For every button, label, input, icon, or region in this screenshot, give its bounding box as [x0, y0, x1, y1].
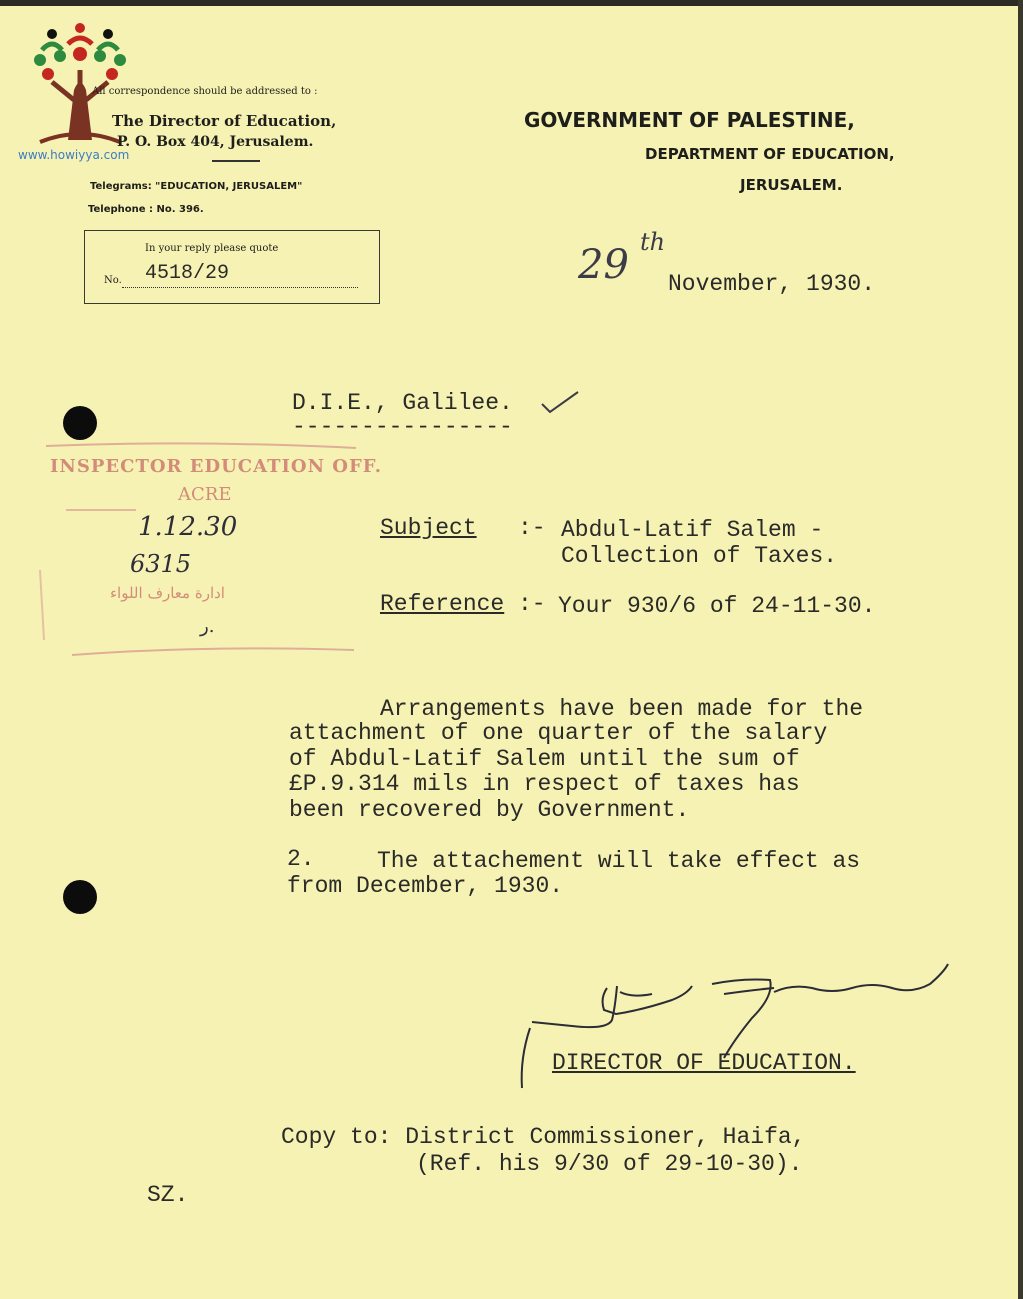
stamp-handwritten-number: 6315 [130, 550, 192, 578]
stamp-city: ACRE [178, 484, 232, 505]
address-note: All correspondence should be addressed to : [92, 86, 318, 97]
date-day-suffix: th [640, 228, 666, 256]
recipient-underline: ---------------- [292, 414, 513, 440]
telephone-line: Telephone : No. 396. [88, 204, 204, 215]
paragraph-number: 2. [287, 846, 315, 872]
punch-hole-icon [63, 406, 97, 440]
stamp-handwritten-date: 1.12.30 [138, 512, 238, 542]
address-line-1: The Director of Education, [112, 112, 337, 130]
reply-box-dotted-line [122, 287, 358, 288]
body-line: The attachement will take effect as [377, 848, 861, 874]
signatory-title: DIRECTOR OF EDUCATION. [552, 1050, 856, 1076]
telegrams-line: Telegrams: "EDUCATION, JERUSALEM" [90, 181, 303, 192]
reply-box-label: In your reply please quote [145, 243, 279, 254]
subject-separator: :- [518, 515, 546, 541]
copy-to-line-2: (Ref. his 9/30 of 29-10-30). [416, 1151, 803, 1177]
stamp-handwritten-initials: ر. [200, 616, 215, 637]
body-line: Arrangements have been made for the [380, 696, 864, 722]
body-line: been recovered by Government. [289, 797, 690, 823]
department-heading: DEPARTMENT OF EDUCATION, [645, 145, 895, 163]
punch-hole-icon [63, 880, 97, 914]
address-divider [212, 160, 260, 162]
body-line: attachment of one quarter of the salary [289, 720, 828, 746]
subject-line-2: Collection of Taxes. [561, 543, 838, 569]
reply-reference-number: 4518/29 [145, 262, 230, 285]
copy-to-line-1: Copy to: District Commissioner, Haifa, [281, 1124, 806, 1150]
reference-text: Your 930/6 of 24-11-30. [558, 593, 876, 619]
body-line: from December, 1930. [287, 873, 564, 899]
stamp-title: INSPECTOR EDUCATION OFF. [50, 456, 382, 477]
subject-line-1: Abdul-Latif Salem - [561, 517, 824, 543]
typist-initials: SZ. [147, 1182, 189, 1208]
recipient-name: D.I.E., Galilee. [292, 390, 513, 416]
reply-reference-box [84, 230, 380, 304]
stamp-arabic-text: ادارة معارف اللواء [110, 584, 225, 602]
subject-label: Subject [380, 515, 477, 541]
reply-box-no-label: No. [104, 275, 122, 286]
checkmark-icon [540, 390, 580, 416]
government-heading: GOVERNMENT OF PALESTINE, [524, 108, 855, 132]
date-day-handwritten: 29 [578, 242, 629, 288]
city-heading: JERUSALEM. [740, 176, 843, 194]
address-line-2: P. O. Box 404, Jerusalem. [117, 134, 314, 150]
body-line: £P.9.314 mils in respect of taxes has [289, 771, 800, 797]
date-month-year: November, 1930. [668, 271, 876, 297]
body-line: of Abdul-Latif Salem until the sum of [289, 746, 800, 772]
watermark-site-text: www.howiyya.com [18, 148, 130, 162]
reference-separator: :- [518, 591, 546, 617]
family-tree-logo-icon [30, 20, 130, 150]
reference-label: Reference [380, 591, 505, 617]
